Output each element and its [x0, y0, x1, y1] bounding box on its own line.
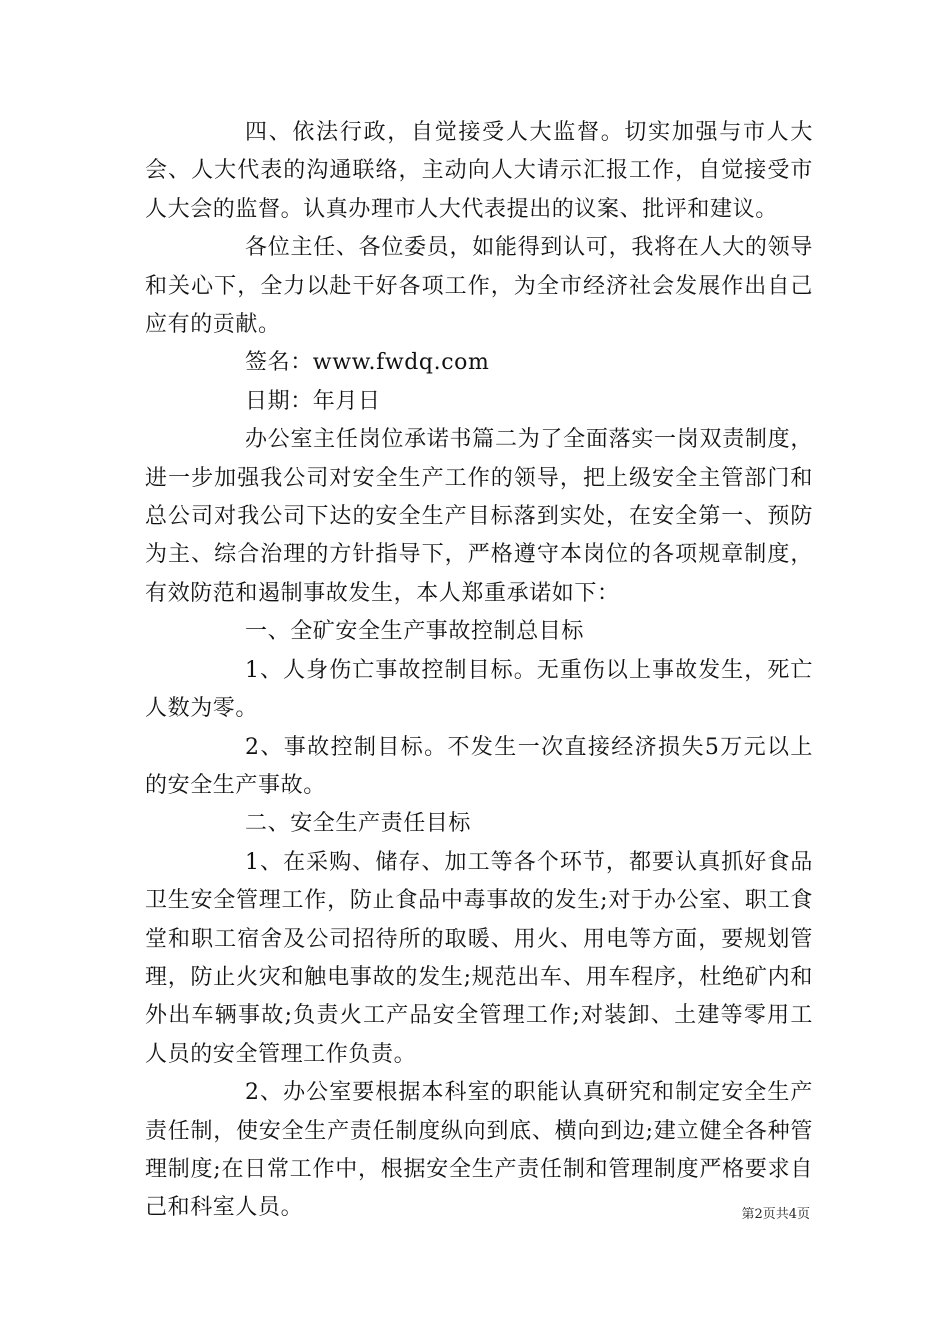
list-item-safety-management: 1、在采购、储存、加工等各个环节，都要认真抓好食品卫生安全管理工作，防止食品中毒事故的发生;对于办公室、职工食堂和职工宿舍及公司招待所的取暖、用火、用电等方面，要规划管理，防止火灾和触电事故的发生;规范出车、用车程序，杜绝矿内和外出车辆事故;负责火工产品安全管理工作;对装卸、土建等零用工人员的安全管理工作负责。 — [145, 849, 813, 1067]
date-line: 日期：年月日 — [245, 388, 381, 414]
list-item-casualty-target: 1、人身伤亡事故控制目标。无重伤以上事故发生，死亡人数为零。 — [145, 657, 813, 722]
section-heading-one: 一、全矿安全生产事故控制总目标 — [245, 619, 585, 645]
paragraph-closing-remarks: 各位主任、各位委员，如能得到认可，我将在人大的领导和关心下，全力以赴干好各项工作，为全市经济社会发展作出自己应有的贡献。 — [145, 235, 813, 338]
list-item-responsibility-system: 2、办公室要根据本科室的职能认真研究和制定安全生产责任制，使安全生产责任制度纵向到底、横向到边;建立健全各种管理制度;在日常工作中，根据安全生产责任制和管理制度严格要求自己和科室人员。 — [145, 1080, 813, 1221]
list-item-accident-target: 2、事故控制目标。不发生一次直接经济损失5万元以上的安全生产事故。 — [145, 734, 813, 798]
page-number: 第2页共4页 — [741, 1207, 810, 1222]
paragraph-item-four: 四、依法行政，自觉接受人大监督。切实加强与市人大会、人大代表的沟通联络，主动向人大请示汇报工作，自觉接受市人大会的监督。认真办理市人大代表提出的议案、批评和建议。 — [145, 120, 813, 222]
paragraph-pledge-intro: 办公室主任岗位承诺书篇二为了全面落实一岗双责制度，进一步加强我公司对安全生产工作的领导，把上级安全主管部门和总公司对我公司下达的安全生产目标落到实处，在安全第一、预防为主、综合治理的方针指导下，严格遵守本岗位的各项规章制度，有效防范和遏制事故发生，本人郑重承诺如下： — [145, 427, 813, 606]
section-heading-two: 二、安全生产责任目标 — [245, 811, 472, 837]
document-body — [145, 114, 813, 1228]
signature-line: 签名：www.fwdq.com — [245, 350, 490, 376]
